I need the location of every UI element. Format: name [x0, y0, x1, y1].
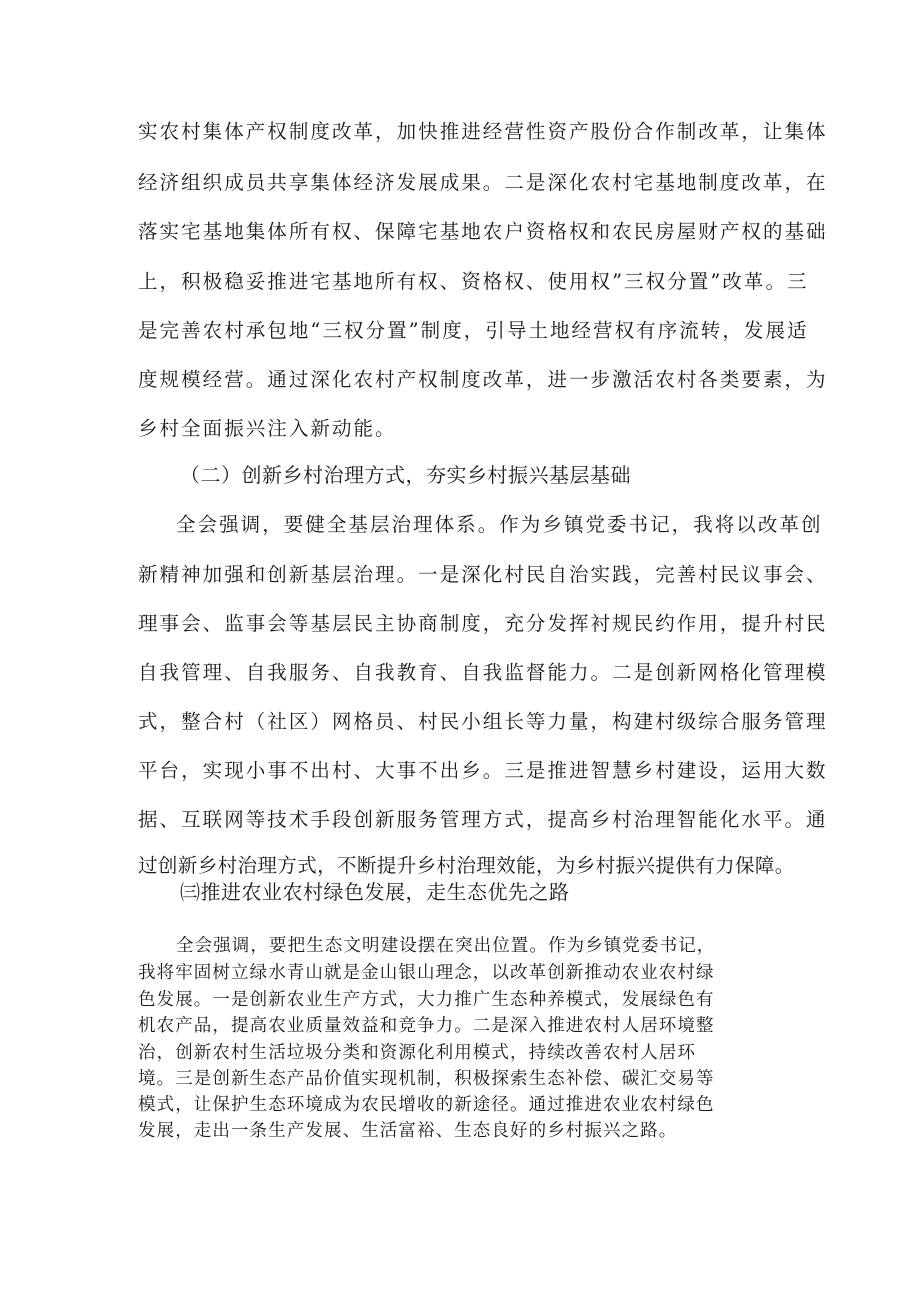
paragraph-line: 乡村全面振兴注入新动能。: [138, 417, 397, 440]
paragraph-line: 式，整合村（社区）网格员、村民小组长等力量，构建村级综合服务管理: [138, 710, 828, 733]
paragraph-line: 发展，走出一条生产发展、生活富裕、生态良好的乡村振兴之路。: [138, 1121, 678, 1141]
paragraph-line: 全会强调，要健全基层治理体系。作为乡镇党委书记，我将以改革创: [176, 513, 823, 536]
paragraph-line: 全会强调，要把生态文明建设摆在突出位置。作为乡镇党委书记，: [176, 936, 716, 956]
section2-heading: （二）创新乡村治理方式，夯实乡村振兴基层基础: [180, 463, 631, 487]
paragraph-line: 据、互联网等技术手段创新服务管理方式，提高乡村治理智能化水平。通: [138, 808, 828, 831]
paragraph-line: 机农产品，提高农业质量效益和竞争力。二是深入推进农村人居环境整: [138, 1016, 715, 1036]
paragraph-line: 上，积极稳妥推进宅基地所有权、资格权、使用权”三权分置”改革。三: [138, 270, 809, 293]
paragraph-line: 自我管理、自我服务、自我教育、自我监督能力。二是创新网格化管理模: [138, 661, 828, 684]
paragraph-line: 实农村集体产权制度改革，加快推进经营性资产股份合作制改革，让集体: [138, 120, 828, 143]
paragraph-line: 模式，让保护生态环境成为农民增收的新途径。通过推进农业农村绿色: [138, 1095, 715, 1115]
paragraph-line: 过创新乡村治理方式，不断提升乡村治理效能，为乡村振兴提供有力保障。: [138, 854, 795, 877]
paragraph-line: 境。三是创新生态产品价值实现机制，积极探索生态补偿、碳汇交易等: [138, 1069, 715, 1089]
section3-heading: ㈢推进农业农村绿色发展，走生态优先之路: [180, 880, 570, 904]
paragraph-line: 新精神加强和创新基层治理。一是深化村民自治实践，完善村民议事会、: [138, 563, 828, 586]
paragraph-line: 治，创新农村生活垃圾分类和资源化利用模式，持续改善农村人居环: [138, 1043, 696, 1063]
paragraph-line: 经济组织成员共享集体经济发展成果。二是深化农村宅基地制度改革，在: [138, 171, 828, 194]
paragraph-line: 落实宅基地集体所有权、保障宅基地农户资格权和农民房屋财产权的基础: [138, 220, 828, 243]
paragraph-line: 我将牢固树立绿水青山就是金山银山理念，以改革创新推动农业农村绿: [138, 963, 715, 983]
paragraph-line: 平台，实现小事不出村、大事不出乡。三是推进智慧乡村建设，运用大数: [138, 759, 828, 782]
paragraph-line: 理事会、监事会等基层民主协商制度，充分发挥衬规民约作用，提升村民: [138, 612, 828, 635]
paragraph-line: 色发展。一是创新农业生产方式，大力推广生态种养模式，发展绿色有: [138, 990, 715, 1010]
paragraph-line: 度规模经营。通过深化农村产权制度改革，进一步激活农村各类要素，为: [138, 368, 828, 391]
paragraph-line: 是完善农村承包地“三权分置”制度，引导土地经营权有序流转，发展适: [138, 319, 809, 342]
